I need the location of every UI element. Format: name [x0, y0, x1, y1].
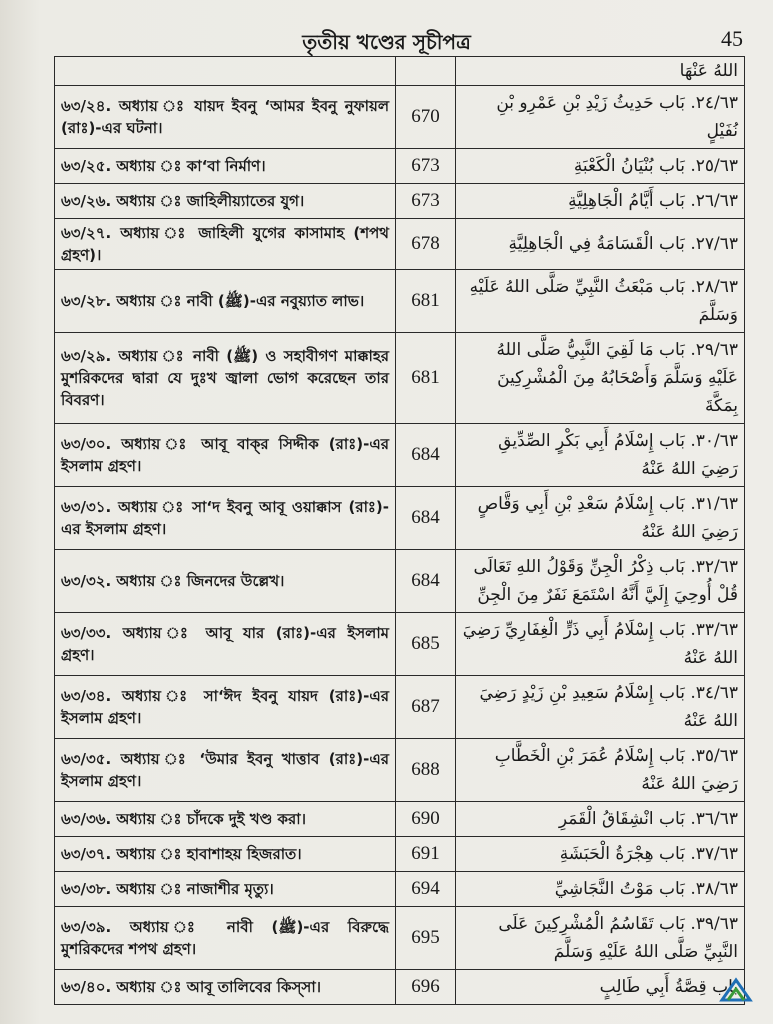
bengali-cell: [55, 57, 396, 86]
page-cell: 687: [396, 676, 456, 739]
page-cell: 694: [396, 872, 456, 907]
bengali-cell: ৬৩/৩৭. অধ্যায় ঃ হাবাশাহয় হিজরাত।: [55, 837, 396, 872]
page-cell: 684: [396, 424, 456, 487]
page-cell: 688: [396, 739, 456, 802]
table-row: [55, 802, 745, 837]
page-cell: 670: [396, 86, 456, 149]
table-row: [55, 907, 745, 970]
table-row-continuation: [55, 57, 745, 86]
bengali-cell: ৬৩/৩৪. অধ্যায় ঃ সা‘ঈদ ইবনু যায়দ (রাঃ)-এর ইসলাম গ্রহণ।: [55, 676, 396, 739]
table-row: [55, 86, 745, 149]
page-cell: 673: [396, 149, 456, 184]
table-row: [55, 219, 745, 270]
table-row: [55, 676, 745, 739]
arabic-cell: ٢٧/٦٣. بَاب الْقَسَامَةُ فِي الْجَاهِلِيَّةِ: [456, 219, 745, 270]
table-row: [55, 424, 745, 487]
page-title: তৃতীয় খণ্ডের সূচীপত্র: [302, 30, 471, 54]
bengali-cell: ৬৩/২৯. অধ্যায় ঃ নাবী (ﷺ) ও সহাবীগণ মাক্কাহর মুশরিকদের দ্বারা যে দুঃখ জ্বালা ভোগ করেছেন তার বিবরণ।: [55, 333, 396, 424]
page-cell: 684: [396, 550, 456, 613]
arabic-cell: ٣٢/٦٣. بَاب ذِكْرُ الْجِنِّ وَقَوْلُ اللهِ تَعَالَى قُلْ أُوحِيَ إِلَيَّ أَنَّهُ اسْتَمَعَ نَفَرٌ مِنَ الْجِنِّ: [456, 550, 745, 613]
bengali-cell: ৬৩/৩৩. অধ্যায় ঃ আবূ যার (রাঃ)-এর ইসলাম গ্রহণ।: [55, 613, 396, 676]
arabic-cell: ٣٩/٦٣. بَاب تَقَاسُمُ الْمُشْرِكِينَ عَلَى النَّبِيِّ صَلَّى اللهُ عَلَيْهِ وَسَلَّمَ: [456, 907, 745, 970]
arabic-cell: ٣٥/٦٣. بَاب إِسْلَامُ عُمَرَ بْنِ الْخَطَّابِ رَضِيَ اللهُ عَنْهُ: [456, 739, 745, 802]
page-cell: 691: [396, 837, 456, 872]
table-row: [55, 550, 745, 613]
bengali-cell: ৬৩/২৪. অধ্যায় ঃ যায়দ ইবনু ‘আমর ইবনু নুফায়ল (রাঃ)-এর ঘটনা।: [55, 86, 396, 149]
arabic-cell: ٣٠/٦٣. بَاب إِسْلَامُ أَبِي بَكْرٍ الصِّدِّيقِ رَضِيَ اللهُ عَنْهُ: [456, 424, 745, 487]
page-cell: 684: [396, 487, 456, 550]
page-cell: 690: [396, 802, 456, 837]
bengali-cell: ৬৩/৩৫. অধ্যায় ঃ ‘উমার ইবনু খাত্তাব (রাঃ)-এর ইসলাম গ্রহণ।: [55, 739, 396, 802]
publisher-logo-icon: [719, 976, 753, 1004]
table-row: [55, 739, 745, 802]
arabic-cell: ٣٨/٦٣. بَاب مَوْتُ النَّجَاشِيِّ: [456, 872, 745, 907]
bengali-cell: ৬৩/২৮. অধ্যায় ঃ নাবী (ﷺ)-এর নবুয়্যাত লাভ।: [55, 270, 396, 333]
table-row: [55, 837, 745, 872]
arabic-cell: ٢٥/٦٣. بَاب بُنْيَانُ الْكَعْبَةِ: [456, 149, 745, 184]
table-row: [55, 184, 745, 219]
bengali-cell: ৬৩/২৫. অধ্যায় ঃ কা‘বা নির্মাণ।: [55, 149, 396, 184]
table-row: [55, 970, 745, 1005]
bengali-cell: ৬৩/২৬. অধ্যায় ঃ জাহিলীয়্যাতের যুগ।: [55, 184, 396, 219]
bengali-cell: ৬৩/২৭. অধ্যায় ঃ জাহিলী যুগের কাসামাহ (শপথ গ্রহণ)।: [55, 219, 396, 270]
page-cell: 681: [396, 270, 456, 333]
arabic-cell: اللهُ عَنْهَا: [456, 57, 745, 86]
table-row: [55, 613, 745, 676]
page-cell: 681: [396, 333, 456, 424]
arabic-cell: ٣١/٦٣. بَاب إِسْلَامُ سَعْدِ بْنِ أَبِي وَقَّاصٍ رَضِيَ اللهُ عَنْهُ: [456, 487, 745, 550]
bengali-cell: ৬৩/৩৮. অধ্যায় ঃ নাজাশীর মৃত্যু।: [55, 872, 396, 907]
page-cell: 696: [396, 970, 456, 1005]
page-header: [0, 22, 773, 58]
bengali-cell: ৬৩/৩১. অধ্যায় ঃ সা‘দ ইবনু আবূ ওয়াক্কাস (রাঃ)-এর ইসলাম গ্রহণ।: [55, 487, 396, 550]
page-cell: 695: [396, 907, 456, 970]
table-row: [55, 149, 745, 184]
bengali-cell: ৬৩/৩৯. অধ্যায় ঃ নাবী (ﷺ)-এর বিরুদ্ধে মুশরিকদের শপথ গ্রহণ।: [55, 907, 396, 970]
page-number: 45: [721, 26, 743, 51]
arabic-cell: ٣٧/٦٣. بَاب هِجْرَةُ الْحَبَشَةِ: [456, 837, 745, 872]
arabic-cell: ٢٨/٦٣. بَاب مَبْعَثُ النَّبِيِّ صَلَّى اللهُ عَلَيْهِ وَسَلَّمَ: [456, 270, 745, 333]
page-cell: 678: [396, 219, 456, 270]
page-cell: [396, 57, 456, 86]
table-row: [55, 872, 745, 907]
arabic-cell: ٣٦/٦٣. بَاب انْشِقَاقُ الْقَمَرِ: [456, 802, 745, 837]
bengali-cell: ৬৩/৪০. অধ্যায় ঃ আবূ তালিবের কিস্‌সা।: [55, 970, 396, 1005]
table-row: [55, 487, 745, 550]
arabic-cell: ٢٦/٦٣. بَاب أَيَّامُ الْجَاهِلِيَّةِ: [456, 184, 745, 219]
bengali-cell: ৬৩/৩২. অধ্যায় ঃ জিনদের উল্লেখ।: [55, 550, 396, 613]
table-of-contents: [54, 56, 745, 1005]
table-row: [55, 333, 745, 424]
arabic-cell: ٢٤/٦٣. بَاب حَدِيثُ زَيْدِ بْنِ عَمْرِو بْنِ نُفَيْلٍ: [456, 86, 745, 149]
arabic-cell: ٣٣/٦٣. بَاب إِسْلَامُ أَبِي ذَرٍّ الْغِفَارِيِّ رَضِيَ اللهُ عَنْهُ: [456, 613, 745, 676]
arabic-cell: بَاب قِصَّةُ أَبِي طَالِبٍ: [456, 970, 745, 1005]
table-row: [55, 270, 745, 333]
bengali-cell: ৬৩/৩০. অধ্যায় ঃ আবূ বাক্‌র সিদ্দীক (রাঃ)-এর ইসলাম গ্রহণ।: [55, 424, 396, 487]
page-cell: 685: [396, 613, 456, 676]
page-cell: 673: [396, 184, 456, 219]
arabic-cell: ٢٩/٦٣. بَاب مَا لَقِيَ النَّبِيُّ صَلَّى اللهُ عَلَيْهِ وَسَلَّمَ وَأَصْحَابُهُ مِنَ الْمُشْرِكِينَ بِمَكَّةَ: [456, 333, 745, 424]
arabic-cell: ٣٤/٦٣. بَاب إِسْلَامُ سَعِيدِ بْنِ زَيْدٍ رَضِيَ اللهُ عَنْهُ: [456, 676, 745, 739]
bengali-cell: ৬৩/৩৬. অধ্যায় ঃ চাঁদকে দুই খণ্ড করা।: [55, 802, 396, 837]
